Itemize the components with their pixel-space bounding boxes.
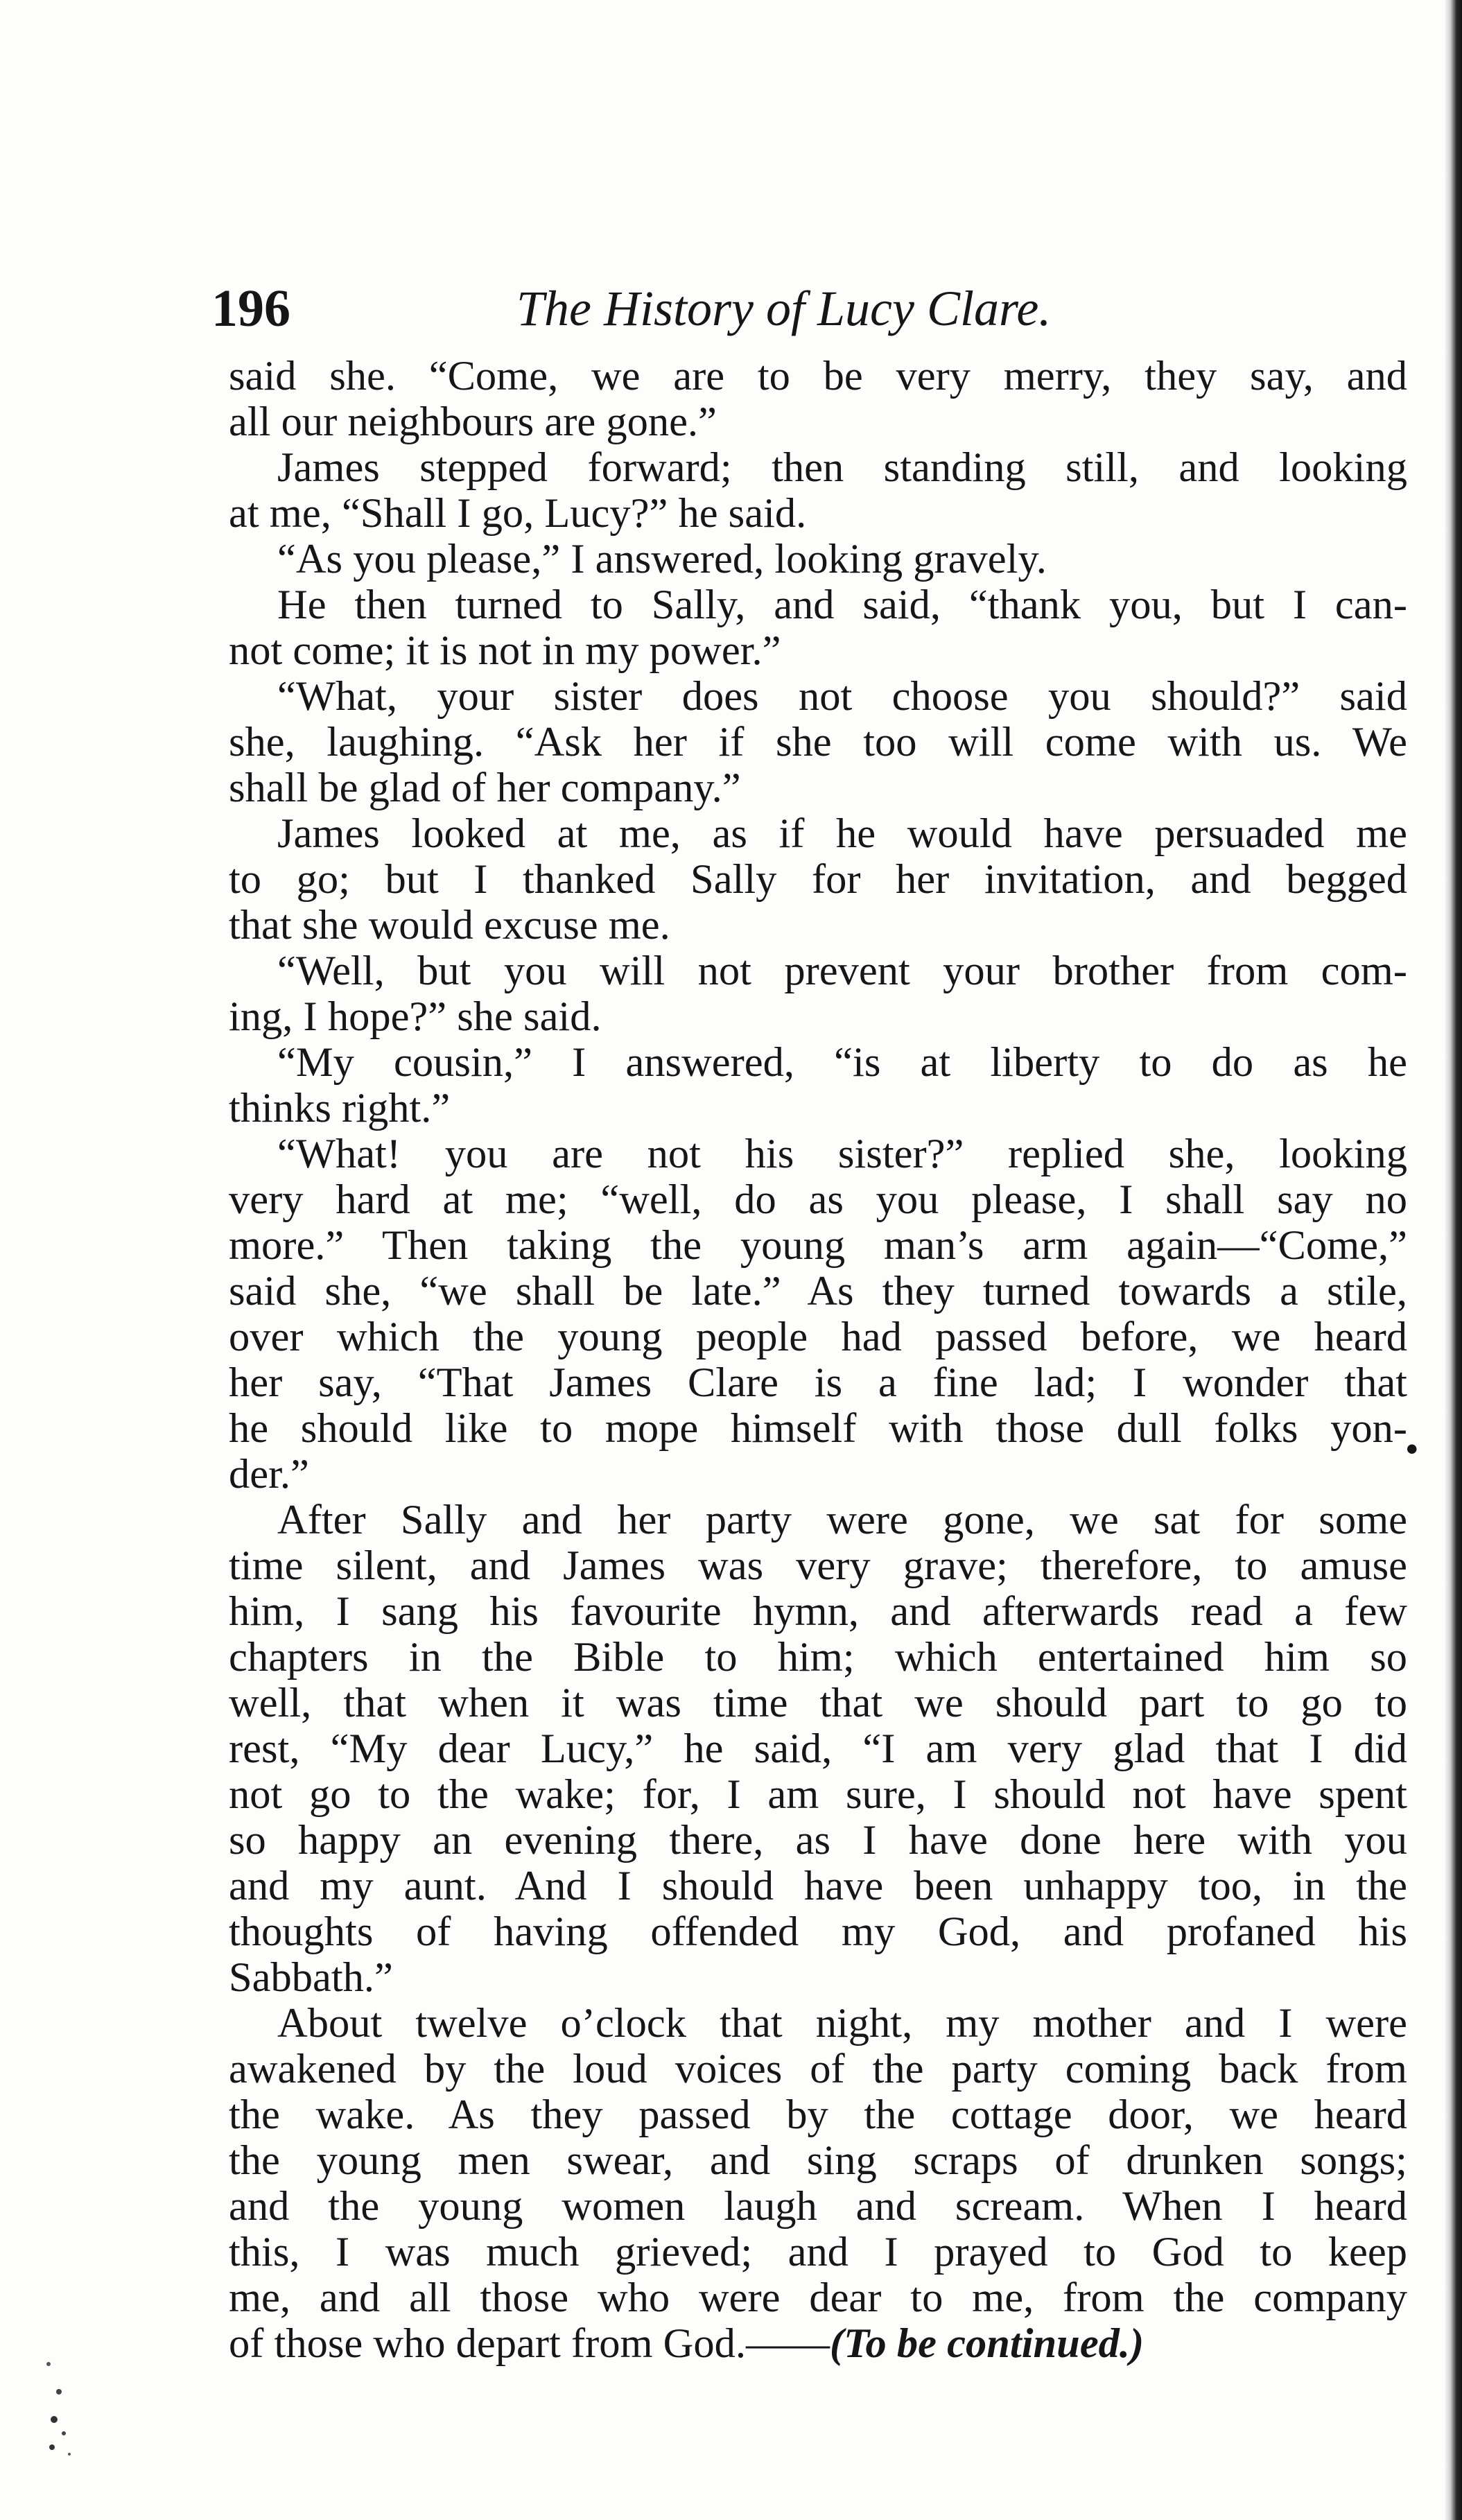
text-line: thoughts of having offended my God, and profaned his <box>229 1909 1407 1955</box>
text-line: the wake. As they passed by the cottage door, we heard <box>229 2092 1407 2138</box>
text-line: he should like to mope himself with those dull folks yon- <box>229 1405 1407 1452</box>
text-line: him, I sang his favourite hymn, and afterwards read a few <box>229 1588 1407 1635</box>
page-binding-edge <box>1444 0 1462 2520</box>
margin-mark: • <box>1406 1430 1418 1468</box>
text-line: ing, I hope?” she said. <box>229 993 602 1040</box>
text-line: her say, “That James Clare is a fine lad; I wonder that <box>229 1359 1407 1406</box>
text-line: not come; it is not in my power.” <box>229 627 781 674</box>
text-line: He then turned to Sally, and said, “thank you, but I can- <box>277 582 1407 628</box>
text-line: Sabbath.” <box>229 1954 393 2001</box>
running-title: The History of Lucy Clare. <box>516 281 1052 336</box>
text-line: James looked at me, as if he would have persuaded me <box>277 810 1407 857</box>
text-line: said she. “Come, we are to be very merry, they say, and <box>229 353 1407 399</box>
text-line: and my aunt. And I should have been unhappy too, in the <box>229 1863 1407 1909</box>
text-line: awakened by the loud voices of the party coming back from <box>229 2046 1407 2092</box>
text-line: she, laughing. “Ask her if she too will come with us. We <box>229 719 1407 765</box>
text-line: said she, “we shall be late.” As they turned towards a stile, <box>229 1268 1407 1314</box>
text-line: “As you please,” I answered, looking gravely. <box>277 536 1047 582</box>
text-line: “My cousin,” I answered, “is at liberty to do as he <box>277 1039 1407 1086</box>
text-line: to go; but I thanked Sally for her invitation, and begged <box>229 856 1407 903</box>
text-line: very hard at me; “well, do as you please, I shall say no <box>229 1176 1407 1223</box>
text-line: thinks right.” <box>229 1085 451 1131</box>
final-line-text: of those who depart from God.—— <box>229 2320 830 2367</box>
text-line: me, and all those who were dear to me, from the company <box>229 2275 1407 2321</box>
text-line: over which the young people had passed before, we heard <box>229 1314 1407 1360</box>
text-line: at me, “Shall I go, Lucy?” he said. <box>229 490 807 537</box>
text-line: rest, “My dear Lucy,” he said, “I am very glad that I did <box>229 1726 1407 1772</box>
text-line: well, that when it was time that we should part to go to <box>229 1680 1407 1726</box>
text-line: the young men swear, and sing scraps of drunken songs; <box>229 2137 1407 2184</box>
text-line: that she would excuse me. <box>229 902 670 948</box>
text-line: all our neighbours are gone.” <box>229 399 717 445</box>
body-text <box>229 354 1407 2367</box>
text-line: more.” Then taking the young man’s arm again—“Come,” <box>229 1222 1407 1269</box>
text-line: time silent, and James was very grave; therefore, to amuse <box>229 1543 1407 1589</box>
page-number: 196 <box>211 279 290 338</box>
text-line: “Well, but you will not prevent your brother from com- <box>277 948 1407 994</box>
text-line: About twelve o’clock that night, my mother and I were <box>277 2000 1407 2047</box>
text-line: “What! you are not his sister?” replied she, looking <box>277 1131 1407 1177</box>
text-line: chapters in the Bible to him; which entertained him so <box>229 1634 1407 1680</box>
text-line: der.” <box>229 1451 309 1497</box>
page-header <box>211 274 1397 350</box>
text-line: this, I was much grieved; and I prayed to God to keep <box>229 2229 1407 2275</box>
continued-note: (To be continued.) <box>830 2320 1145 2367</box>
text-line: shall be glad of her company.” <box>229 765 741 811</box>
text-line: James stepped forward; then standing still, and looking <box>277 444 1407 491</box>
text-line: After Sally and her party were gone, we sat for some <box>277 1497 1407 1543</box>
text-line: and the young women laugh and scream. When I heard <box>229 2183 1407 2230</box>
text-line-final <box>229 2321 1407 2367</box>
paper-specks <box>21 2343 97 2496</box>
text-line: so happy an evening there, as I have done here with you <box>229 1817 1407 1863</box>
text-line: “What, your sister does not choose you should?” said <box>277 673 1407 720</box>
text-line: not go to the wake; for, I am sure, I should not have spent <box>229 1771 1407 1818</box>
